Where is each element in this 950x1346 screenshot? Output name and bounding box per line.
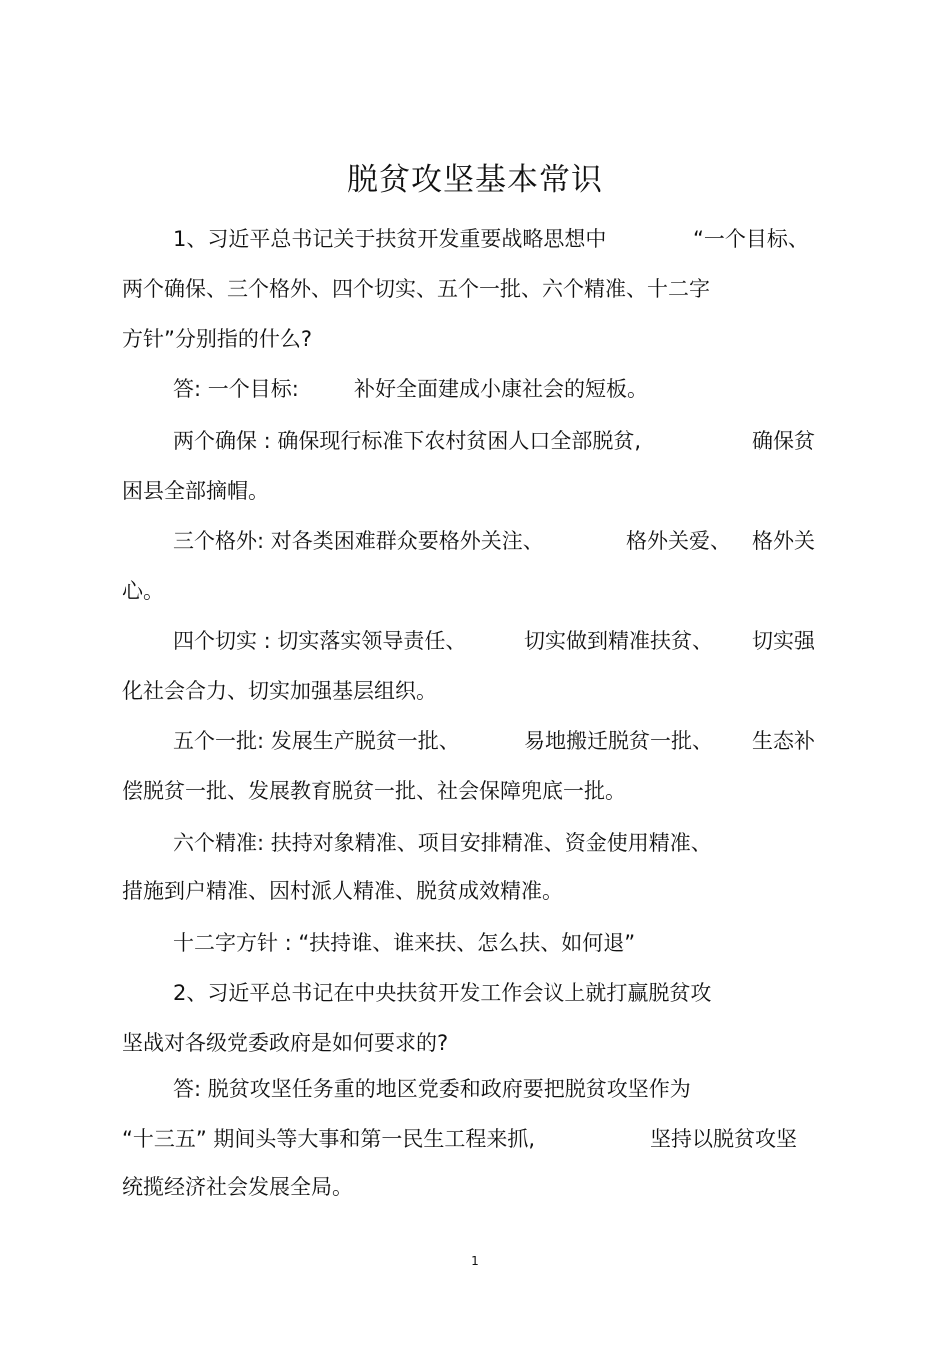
paragraph-line: 确保贫 [752,429,815,453]
paragraph-line: “十三五” 期间头等大事和第一民生工程来抓, [122,1127,536,1151]
paragraph-line: 坚战对各级党委政府是如何要求的? [122,1031,449,1055]
paragraph-line: 坚持以脱贫攻坚 [650,1127,797,1151]
paragraph-line: 措施到户精准、因村派人精准、脱贫成效精准。 [122,879,563,903]
paragraph-line: 方针”分别指的什么? [122,327,313,351]
paragraph-line: 答: 脱贫攻坚任务重的地区党委和政府要把脱贫攻坚作为 [173,1077,691,1101]
paragraph-line: 两个确保、三个格外、四个切实、五个一批、六个精准、十二字 [122,277,710,301]
paragraph-line: 2、习近平总书记在中央扶贫开发工作会议上就打赢脱贫攻 [173,981,712,1005]
paragraph-line: 切实强 [752,629,815,653]
paragraph-line: 四个切实 : 切实落实领导责任、 [173,629,467,653]
paragraph-line: 偿脱贫一批、发展教育脱贫一批、社会保障兜底一批。 [122,779,626,803]
paragraph-line: 化社会合力、切实加强基层组织。 [122,679,437,703]
page-number: 1 [471,1254,479,1268]
document-title: 脱贫攻坚基本常识 [347,162,603,198]
paragraph-line: 格外关 [752,529,815,553]
paragraph-line: 统揽经济社会发展全局。 [122,1175,353,1199]
paragraph-line: 答: 一个目标: [173,377,299,401]
paragraph-line: 六个精准: 扶持对象精准、项目安排精准、资金使用精准、 [173,831,712,855]
paragraph-line: 生态补 [752,729,815,753]
paragraph-line: 1、习近平总书记关于扶贫开发重要战略思想中 [173,227,607,251]
paragraph-line: 心。 [122,579,164,603]
paragraph-line: “一个目标、 [693,227,809,251]
paragraph-line: 三个格外: 对各类困难群众要格外关注、 [173,529,544,553]
paragraph-line: 补好全面建成小康社会的短板。 [354,377,648,401]
paragraph-line: 十二字方针 : “扶持谁、谁来扶、怎么扶、如何退” [173,931,636,955]
paragraph-line: 格外关爱、 [626,529,731,553]
paragraph-line: 两个确保 : 确保现行标准下农村贫困人口全部脱贫, [173,429,642,453]
paragraph-line: 五个一批: 发展生产脱贫一批、 [173,729,460,753]
paragraph-line: 切实做到精准扶贫、 [524,629,713,653]
paragraph-line: 易地搬迁脱贫一批、 [524,729,713,753]
paragraph-line: 困县全部摘帽。 [122,479,269,503]
